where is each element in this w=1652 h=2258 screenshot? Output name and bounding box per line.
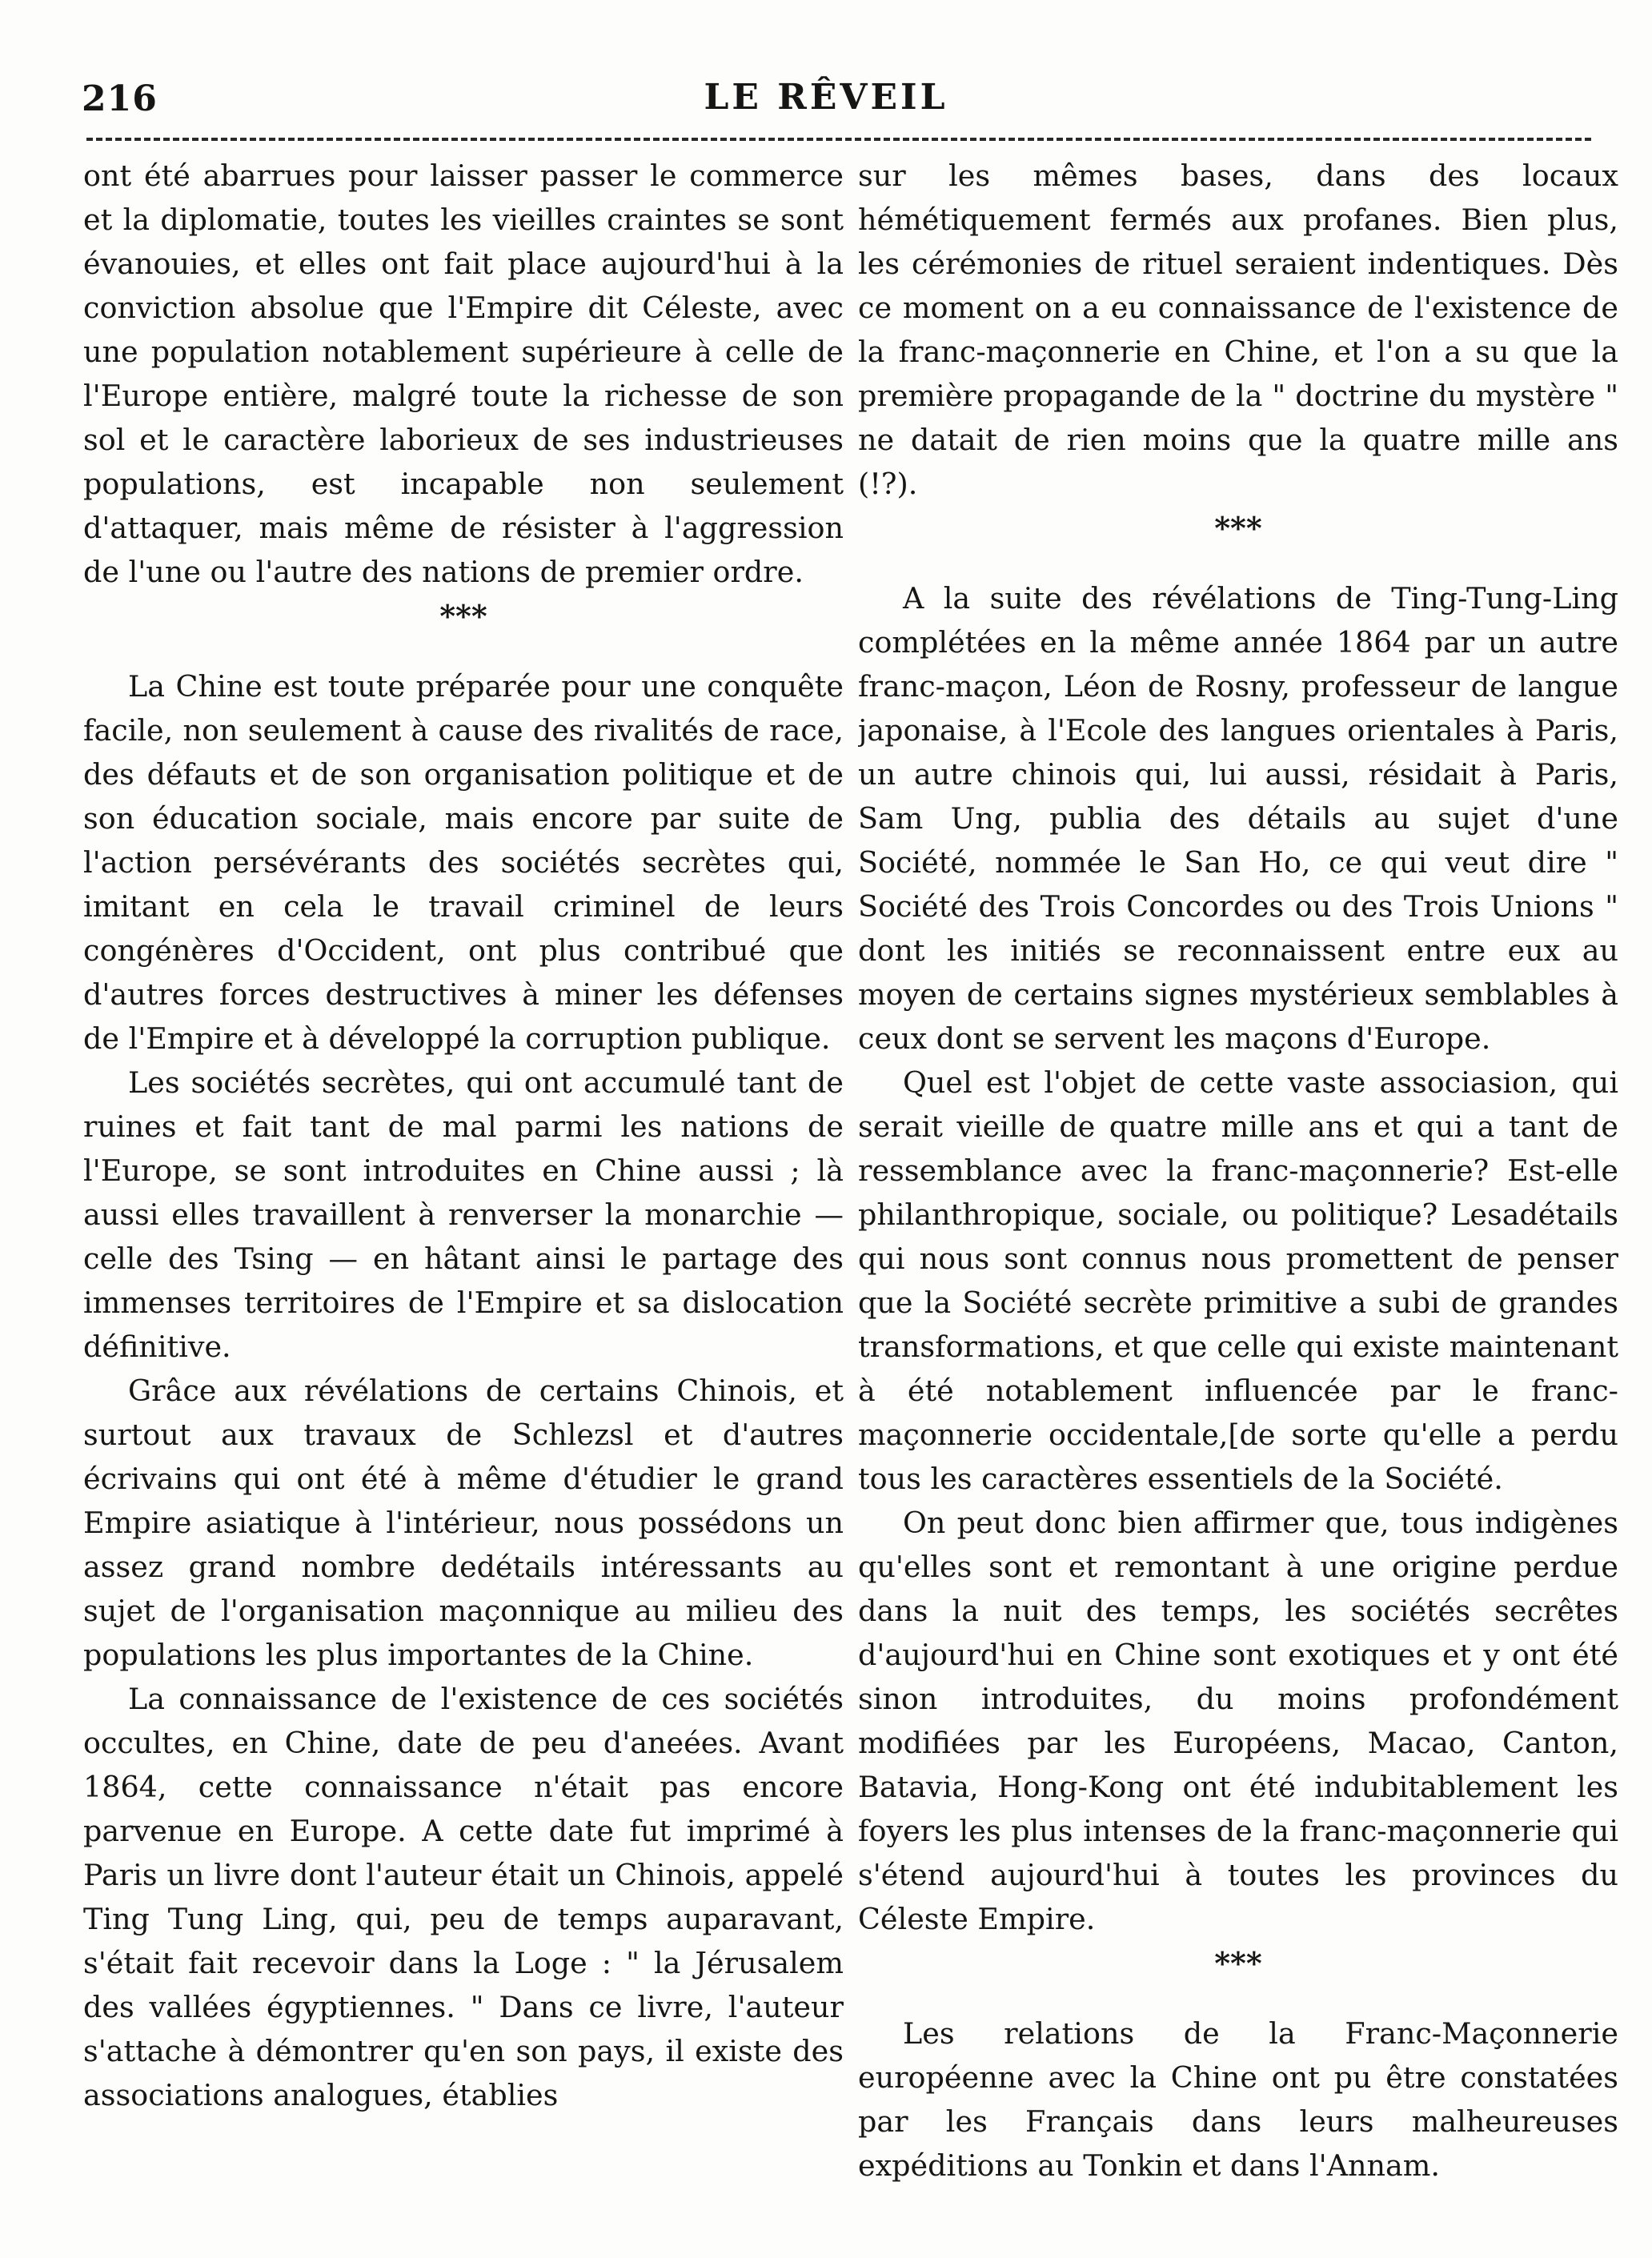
paragraph: Grâce aux révélations de certains Chinois, et surtout aux travaux de Schlezsl et d'autres écrivains qui ont été à même d'étudier le grand Empire asiatique à l'intérieur, nous possédons un assez grand nombre dedétails intéressants au sujet de l'organisation maçonnique au milieu des populations les plus importantes de la Chine. bbox=[83, 1374, 844, 1672]
header-rule bbox=[86, 138, 1591, 141]
left-column bbox=[83, 154, 844, 2203]
paragraph: Les sociétés secrètes, qui ont accumulé tant de ruines et fait tant de mal parmi les nations de l'Europe, se sont introduites en Chine aussi ; là aussi elles travaillent à renverser la monarchie — celle des Tsing — en hâtant ainsi le partage des immenses territoires de l'Empire et sa dislocation définitive. bbox=[83, 1065, 844, 1364]
paragraph: On peut donc bien affirmer que, tous indigènes qu'elles sont et remontant à une origine perdue dans la nuit des temps, les sociétés secrêtes d'aujourd'hui en Chine sont exotiques et y ont été sinon introduites, du moins profondément modifiées par les Européens, Macao, Canton, Batavia, Hong-Kong ont été indubitablement les foyers les plus intenses de la franc-maçonnerie qui s'étend aujourd'hui à toutes les provinces du Céleste Empire. bbox=[858, 1506, 1618, 1936]
paragraph: La connaissance de l'existence de ces sociétés occultes, en Chine, date de peu d'aneées. Avant 1864, cette connaissance n'était pas encore parvenue en Europe. A cette date fut imprimé à Paris un livre dont l'auteur était un Chinois, appelé Ting Tung Ling, qui, peu de temps auparavant, s'était fait recevoir dans la Loge : " la Jérusalem des vallées égyptiennes. " Dans ce livre, l'auteur s'attache à démontrer qu'en son pays, il existe des associations analogues, établies bbox=[83, 1682, 844, 2112]
paragraph: La Chine est toute préparée pour une conquête facile, non seulement à cause des rivalités de race, des défauts et de son organisation politique et de son éducation sociale, mais encore par suite de l'action persévérants des sociétés secrètes qui, imitant en cela le travail criminel de leurs congénères d'Occident, ont plus contribué que d'autres forces destructives à miner les défenses de l'Empire et à développé la corruption publique. bbox=[83, 669, 844, 1056]
section-separator: *** bbox=[1214, 1945, 1262, 1981]
section-separator: *** bbox=[1214, 510, 1262, 546]
page-header bbox=[0, 0, 1652, 152]
paragraph: Les relations de la Franc-Maçonnerie européenne avec la Chine ont pu être constatées par les Français dans leurs malheureuses expéditions au Tonkin et dans l'Annam. bbox=[858, 2016, 1618, 2183]
paragraph: Quel est l'objet de cette vaste associasion, qui serait vieille de quatre mille ans et qui a tant de ressemblance avec la franc-maçonnerie? Est-elle philanthropique, sociale, ou politique? Lesadétails qui nous sont connus nous promettent de penser que la Société secrète primitive a subi de grandes transformations, et que celle qui existe maintenant à été notablement influencée par le franc-maçonnerie occidentale,[de sorte qu'elle a perdu tous les caractères essentiels de la Société. bbox=[858, 1065, 1618, 1496]
journal-title: LE RÊVEIL bbox=[704, 77, 948, 118]
paragraph: sur les mêmes bases, dans des locaux hémétiquement fermés aux profanes. Bien plus, les cérémonies de rituel seraient indentiques. Dès ce moment on a eu connaissance de l'existence de la franc-maçonnerie en Chine, et l'on a su que la première propagande de la " doctrine du mystère " ne datait de rien moins que la quatre mille ans (!?). bbox=[858, 158, 1618, 501]
section-separator: *** bbox=[439, 598, 487, 634]
paragraph: A la suite des révélations de Ting-Tung-Ling complétées en la même année 1864 par un autre franc-maçon, Léon de Rosny, professeur de langue japonaise, à l'Ecole des langues orientales à Paris, un autre chinois qui, lui aussi, résidait à Paris, Sam Ung, publia des détails au sujet d'une Société, nommée le San Ho, ce qui veut dire " Société des Trois Concordes ou des Trois Unions " dont les initiés se reconnaissent entre eux au moyen de certains signes mystérieux semblables à ceux dont se servent les maçons d'Europe. bbox=[858, 581, 1618, 1056]
page-number: 216 bbox=[82, 78, 158, 119]
paragraph: ont été abarrues pour laisser passer le commerce et la diplomatie, toutes les vieilles craintes se sont évanouies, et elles ont fait place aujourd'hui à la conviction absolue que l'Empire dit Céleste, avec une population notablement supérieure à celle de l'Europe entière, malgré toute la richesse de son sol et le caractère laborieux de ses industrieuses populations, est incapable non seulement d'attaquer, mais même de résister à l'aggression de l'une ou l'autre des nations de premier ordre. bbox=[83, 158, 844, 589]
right-column bbox=[858, 154, 1618, 2203]
